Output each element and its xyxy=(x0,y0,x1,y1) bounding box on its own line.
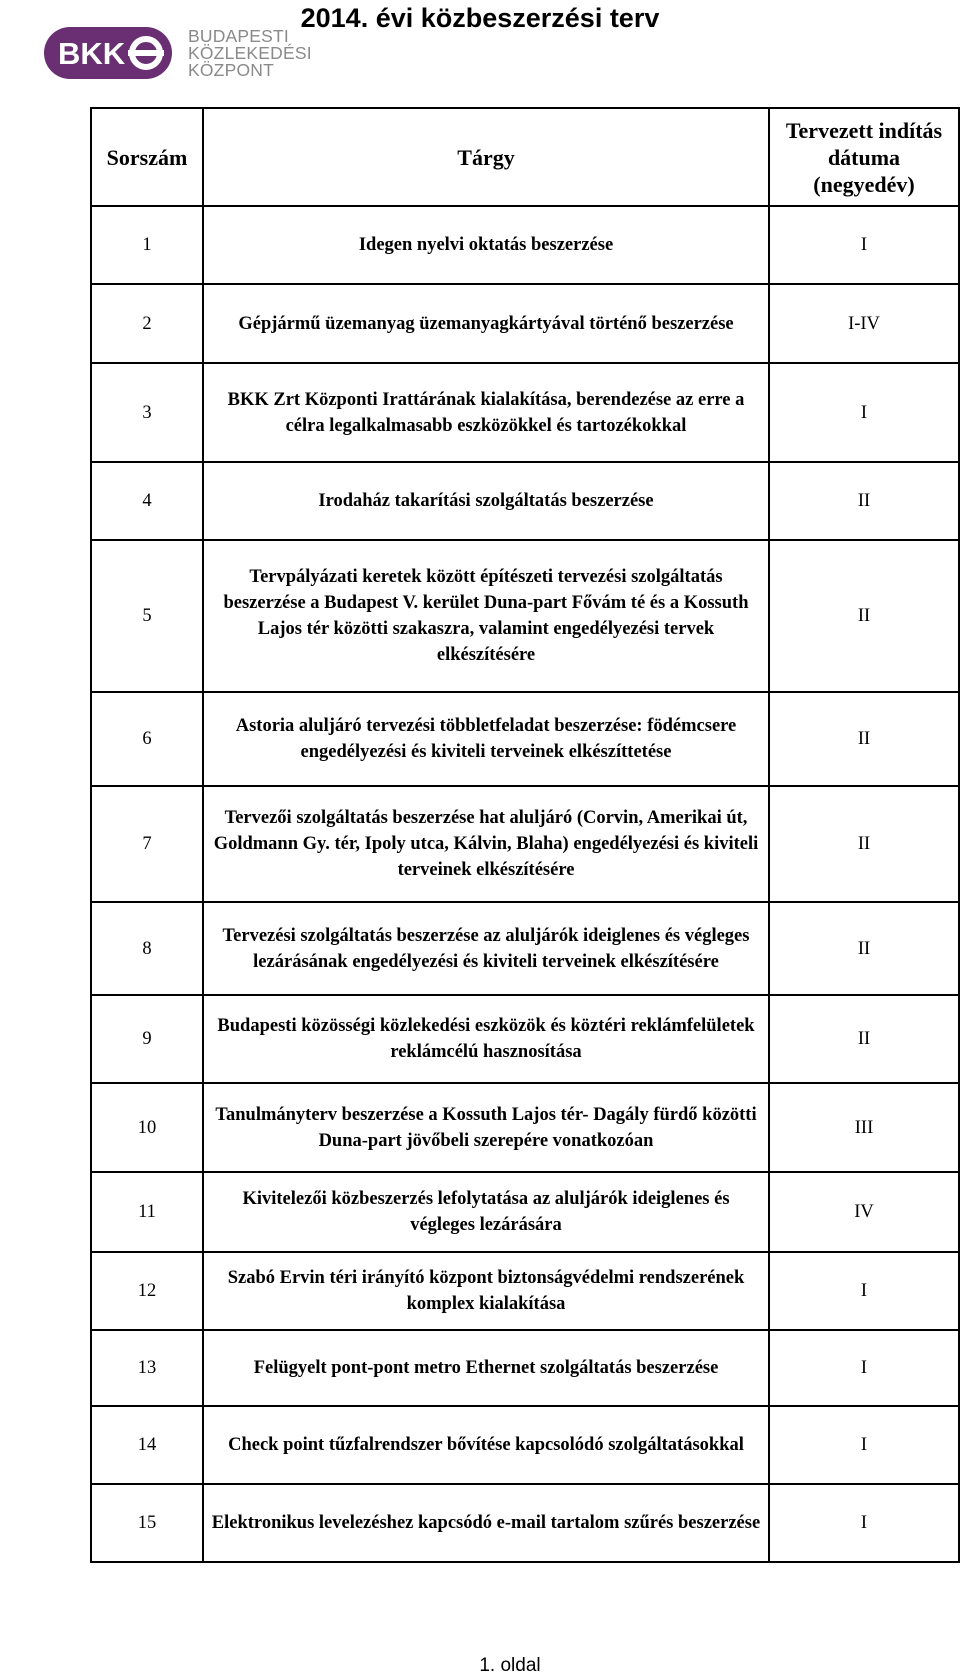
row-number: 4 xyxy=(91,462,203,540)
table-row xyxy=(91,1252,959,1330)
row-subject: Idegen nyelvi oktatás beszerzése xyxy=(203,206,769,284)
row-subject: Felügyelt pont-pont metro Ethernet szolgáltatás beszerzése xyxy=(203,1330,769,1406)
column-header-subject: Tárgy xyxy=(203,108,769,206)
row-quarter: I xyxy=(769,206,959,284)
row-quarter: I xyxy=(769,1252,959,1330)
logo-letters: BKK xyxy=(58,36,126,71)
table-row xyxy=(91,1406,959,1484)
row-subject: Budapesti közösségi közlekedési eszközök és köztéri reklámfelületek reklámcélú hasznosítása xyxy=(203,995,769,1083)
row-number: 3 xyxy=(91,363,203,462)
table-row xyxy=(91,540,959,692)
row-quarter: II xyxy=(769,462,959,540)
table-row xyxy=(91,1330,959,1406)
row-quarter: IV xyxy=(769,1172,959,1252)
row-number: 11 xyxy=(91,1172,203,1252)
table-row xyxy=(91,902,959,995)
row-subject: BKK Zrt Központi Irattárának kialakítása, berendezése az erre a célra legalkalmasabb eszközökkel és tartozékokkal xyxy=(203,363,769,462)
row-number: 6 xyxy=(91,692,203,786)
row-quarter: II xyxy=(769,995,959,1083)
row-number: 8 xyxy=(91,902,203,995)
table-row xyxy=(91,284,959,363)
row-number: 13 xyxy=(91,1330,203,1406)
row-number: 9 xyxy=(91,995,203,1083)
row-subject: Elektronikus levelezéshez kapcsódó e-mail tartalom szűrés beszerzése xyxy=(203,1484,769,1562)
row-number: 5 xyxy=(91,540,203,692)
table-row xyxy=(91,1172,959,1252)
row-quarter: II xyxy=(769,786,959,902)
row-quarter: I xyxy=(769,1406,959,1484)
row-quarter: I xyxy=(769,1484,959,1562)
row-subject: Kivitelezői közbeszerzés lefolytatása az aluljárók ideiglenes és végleges lezárására xyxy=(203,1172,769,1252)
table-row xyxy=(91,995,959,1083)
column-header-number: Sorszám xyxy=(91,108,203,206)
column-header-quarter: Tervezett indítás dátuma (negyedév) xyxy=(769,108,959,206)
page-number: 1. oldal xyxy=(479,1655,541,1676)
table-row xyxy=(91,462,959,540)
row-subject: Szabó Ervin téri irányító központ biztonságvédelmi rendszerének komplex kialakítása xyxy=(203,1252,769,1330)
row-number: 14 xyxy=(91,1406,203,1484)
procurement-table xyxy=(90,107,960,1563)
table-header-row xyxy=(91,108,959,206)
org-name-line-3: KÖZPONT xyxy=(188,59,274,80)
org-name-line-1: BUDAPESTI xyxy=(188,25,289,46)
row-subject: Tervpályázati keretek között építészeti tervezési szolgáltatás beszerzése a Budapest V. kerület Duna-part Fővám té és a Kossuth Lajos tér közötti szakaszra, valamint engedélyezési tervek elkészítésére xyxy=(203,540,769,692)
table-row xyxy=(91,692,959,786)
org-name-line-2: KÖZLEKEDÉSI xyxy=(188,42,312,63)
row-quarter: II xyxy=(769,692,959,786)
row-number: 12 xyxy=(91,1252,203,1330)
row-subject: Astoria aluljáró tervezési többletfeladat beszerzése: födémcsere engedélyezési és kiviteli terveinek elkészíttetése xyxy=(203,692,769,786)
document-title: 2014. évi közbeszerzési terv xyxy=(300,3,660,33)
row-quarter: II xyxy=(769,902,959,995)
row-subject: Irodaház takarítási szolgáltatás beszerzése xyxy=(203,462,769,540)
table-row xyxy=(91,786,959,902)
table-row xyxy=(91,363,959,462)
row-number: 10 xyxy=(91,1083,203,1172)
row-subject: Tervezői szolgáltatás beszerzése hat aluljáró (Corvin, Amerikai út, Goldmann Gy. tér, Ipoly utca, Kálvin, Blaha) engedélyezési és kiviteli terveinek elkészítésére xyxy=(203,786,769,902)
row-quarter: III xyxy=(769,1083,959,1172)
row-quarter: I xyxy=(769,1330,959,1406)
row-subject: Gépjármű üzemanyag üzemanyagkártyával történő beszerzése xyxy=(203,284,769,363)
row-subject: Tervezési szolgáltatás beszerzése az aluljárók ideiglenes és végleges lezárásának engedélyezési és kiviteli terveinek elkészítésére xyxy=(203,902,769,995)
row-number: 15 xyxy=(91,1484,203,1562)
row-number: 2 xyxy=(91,284,203,363)
table-row xyxy=(91,1484,959,1562)
row-number: 1 xyxy=(91,206,203,284)
row-number: 7 xyxy=(91,786,203,902)
org-name xyxy=(188,25,312,80)
row-quarter: II xyxy=(769,540,959,692)
table-row xyxy=(91,206,959,284)
row-subject: Check point tűzfalrendszer bővítése kapcsolódó szolgáltatásokkal xyxy=(203,1406,769,1484)
row-subject: Tanulmányterv beszerzése a Kossuth Lajos tér- Dagály fürdő közötti Duna-part jövőbeli szerepére vonatkozóan xyxy=(203,1083,769,1172)
table-row xyxy=(91,1083,959,1172)
row-quarter: I-IV xyxy=(769,284,959,363)
row-quarter: I xyxy=(769,363,959,462)
